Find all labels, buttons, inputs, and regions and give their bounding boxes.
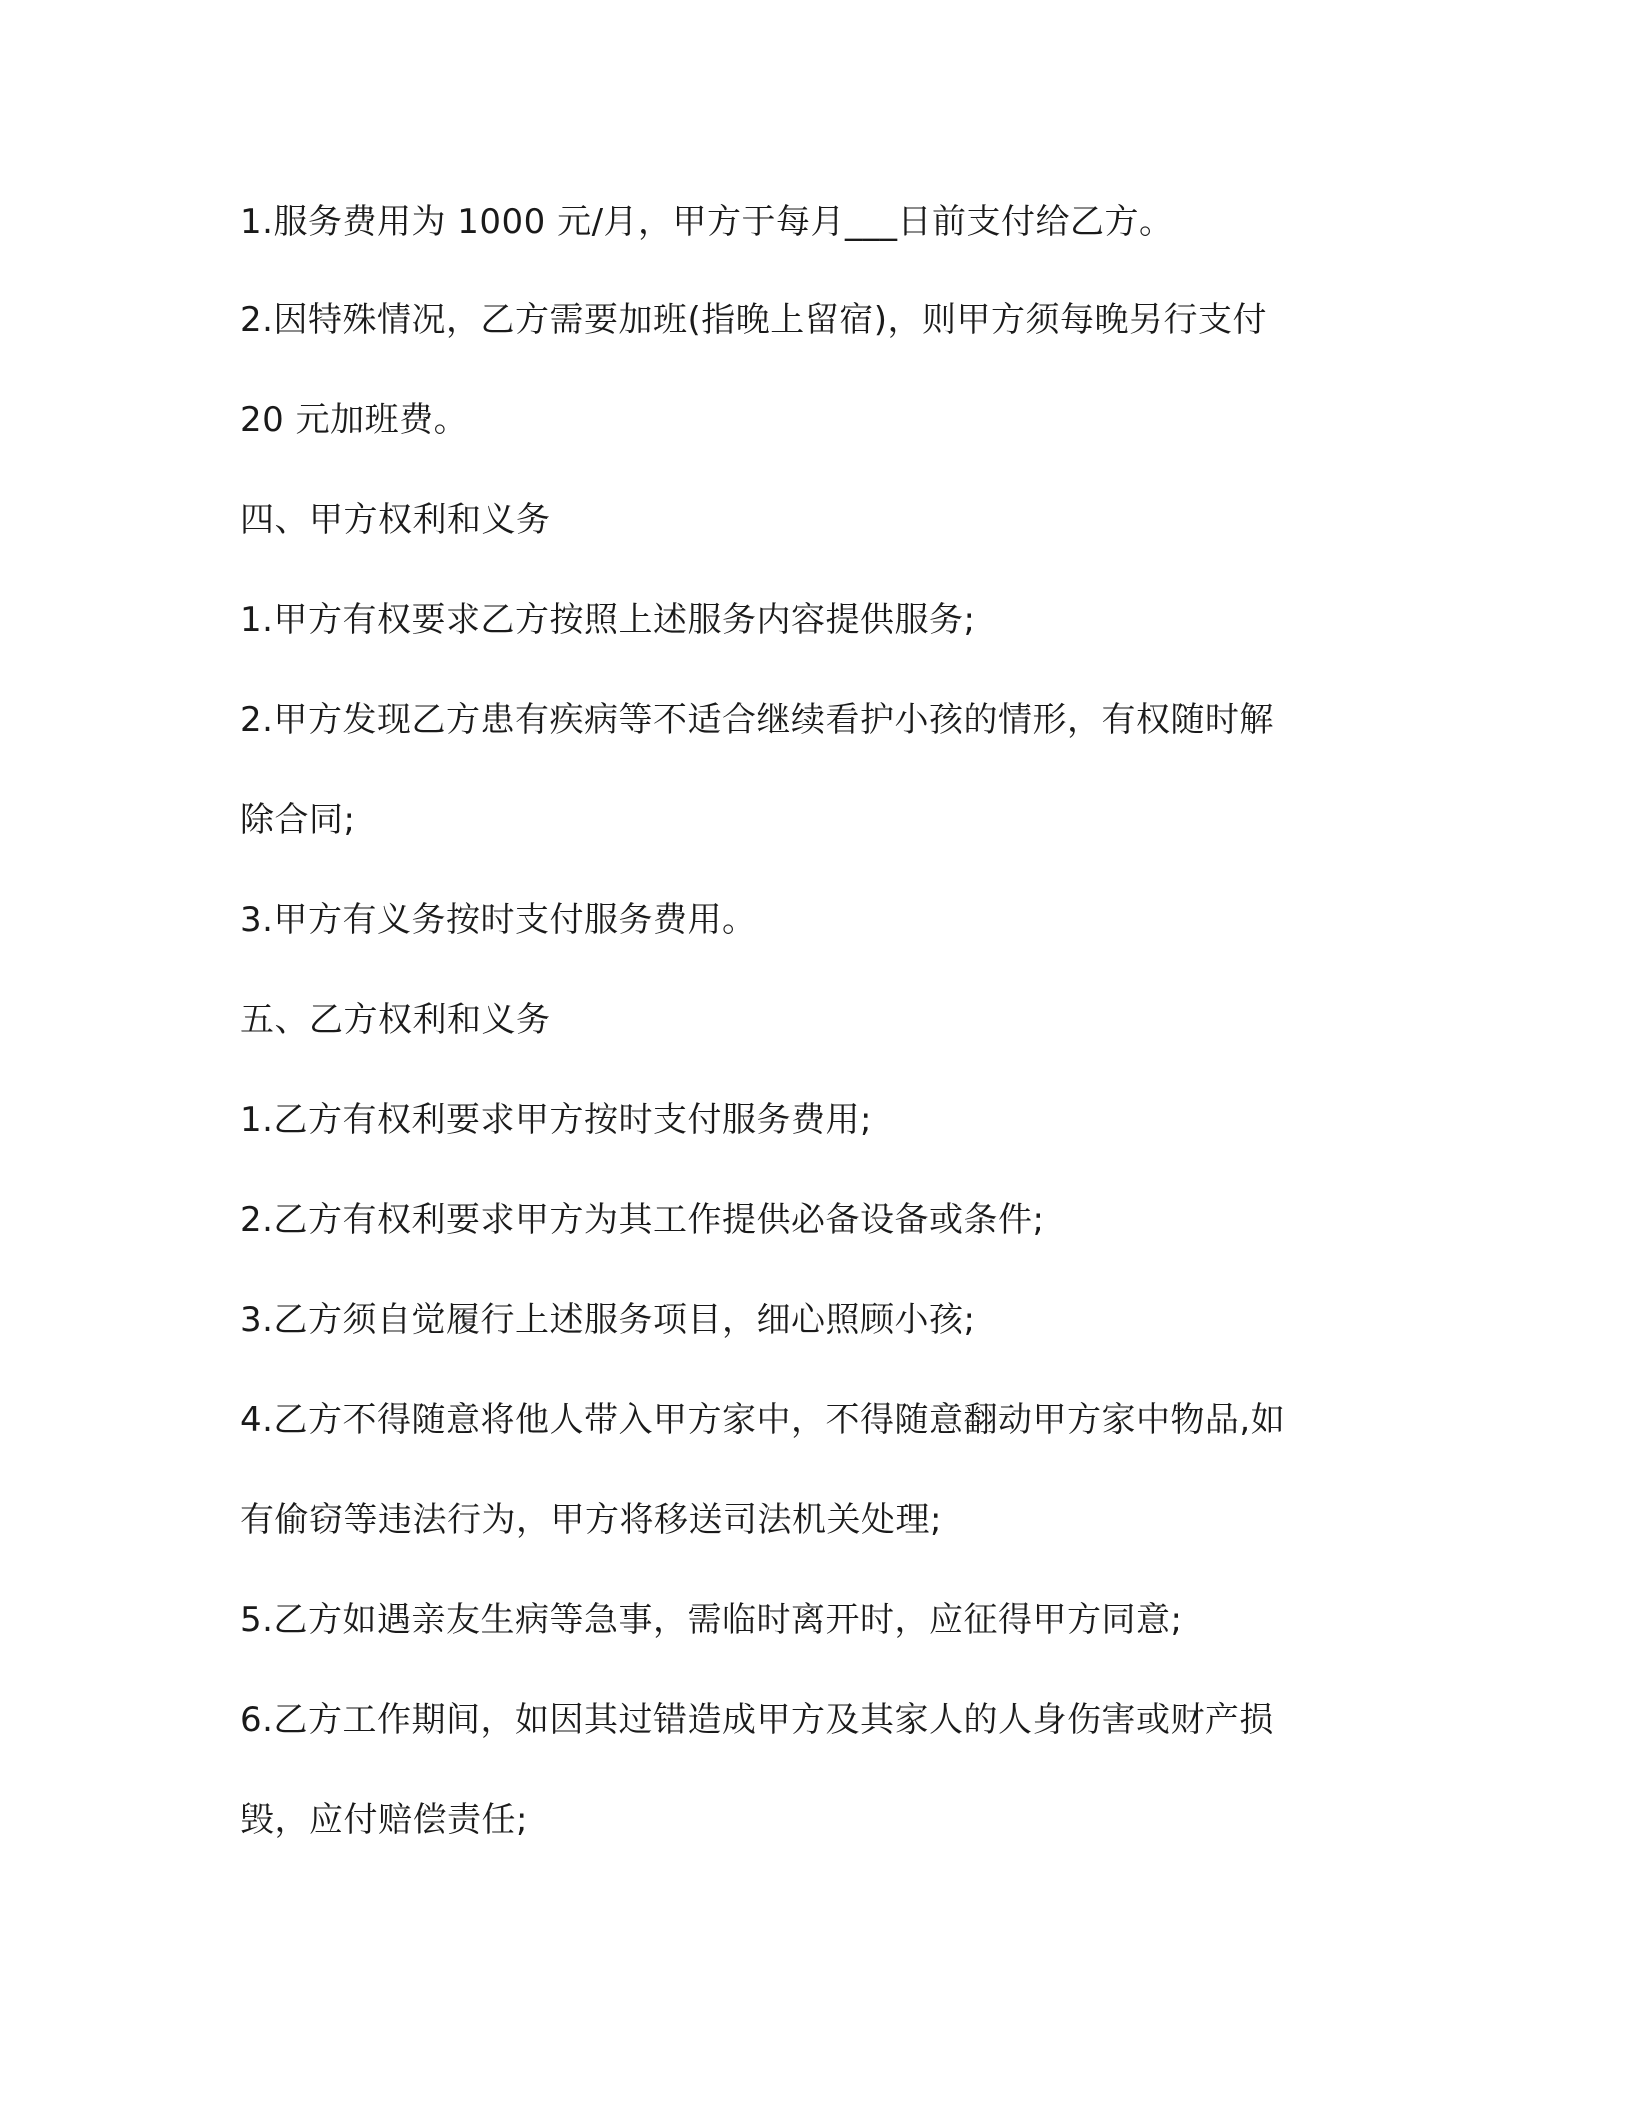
section-heading-party-b: 五、乙方权利和义务 — [240, 1000, 551, 1040]
party-b-clause-5: 5.乙方如遇亲友生病等急事，需临时离开时，应征得甲方同意; — [240, 1600, 1183, 1640]
party-a-clause-1: 1.甲方有权要求乙方按照上述服务内容提供服务; — [240, 600, 976, 640]
party-a-clause-2-line-1: 2.甲方发现乙方患有疾病等不适合继续看护小孩的情形，有权随时解 — [240, 700, 1274, 740]
fee-clause-2-line-2: 20 元加班费。 — [240, 400, 469, 440]
fee-clause-2-line-1: 2.因特殊情况，乙方需要加班(指晚上留宿)，则甲方须每晚另行支付 — [240, 300, 1267, 340]
party-b-clause-3: 3.乙方须自觉履行上述服务项目，细心照顾小孩; — [240, 1300, 976, 1340]
fee-clause-1: 1.服务费用为 1000 元/月，甲方于每月___日前支付给乙方。 — [240, 202, 1174, 242]
party-b-clause-1: 1.乙方有权利要求甲方按时支付服务费用; — [240, 1100, 872, 1140]
section-heading-party-a: 四、甲方权利和义务 — [240, 500, 551, 540]
party-b-clause-2: 2.乙方有权利要求甲方为其工作提供必备设备或条件; — [240, 1200, 1045, 1240]
party-a-clause-3: 3.甲方有义务按时支付服务费用。 — [240, 900, 757, 940]
party-b-clause-4-line-2: 有偷窃等违法行为，甲方将移送司法机关处理; — [240, 1500, 942, 1540]
party-b-clause-6-line-2: 毁，应付赔偿责任; — [240, 1800, 528, 1840]
party-b-clause-4-line-1: 4.乙方不得随意将他人带入甲方家中，不得随意翻动甲方家中物品,如 — [240, 1400, 1286, 1440]
party-a-clause-2-line-2: 除合同; — [240, 800, 356, 840]
party-b-clause-6-line-1: 6.乙方工作期间，如因其过错造成甲方及其家人的人身伤害或财产损 — [240, 1700, 1274, 1740]
